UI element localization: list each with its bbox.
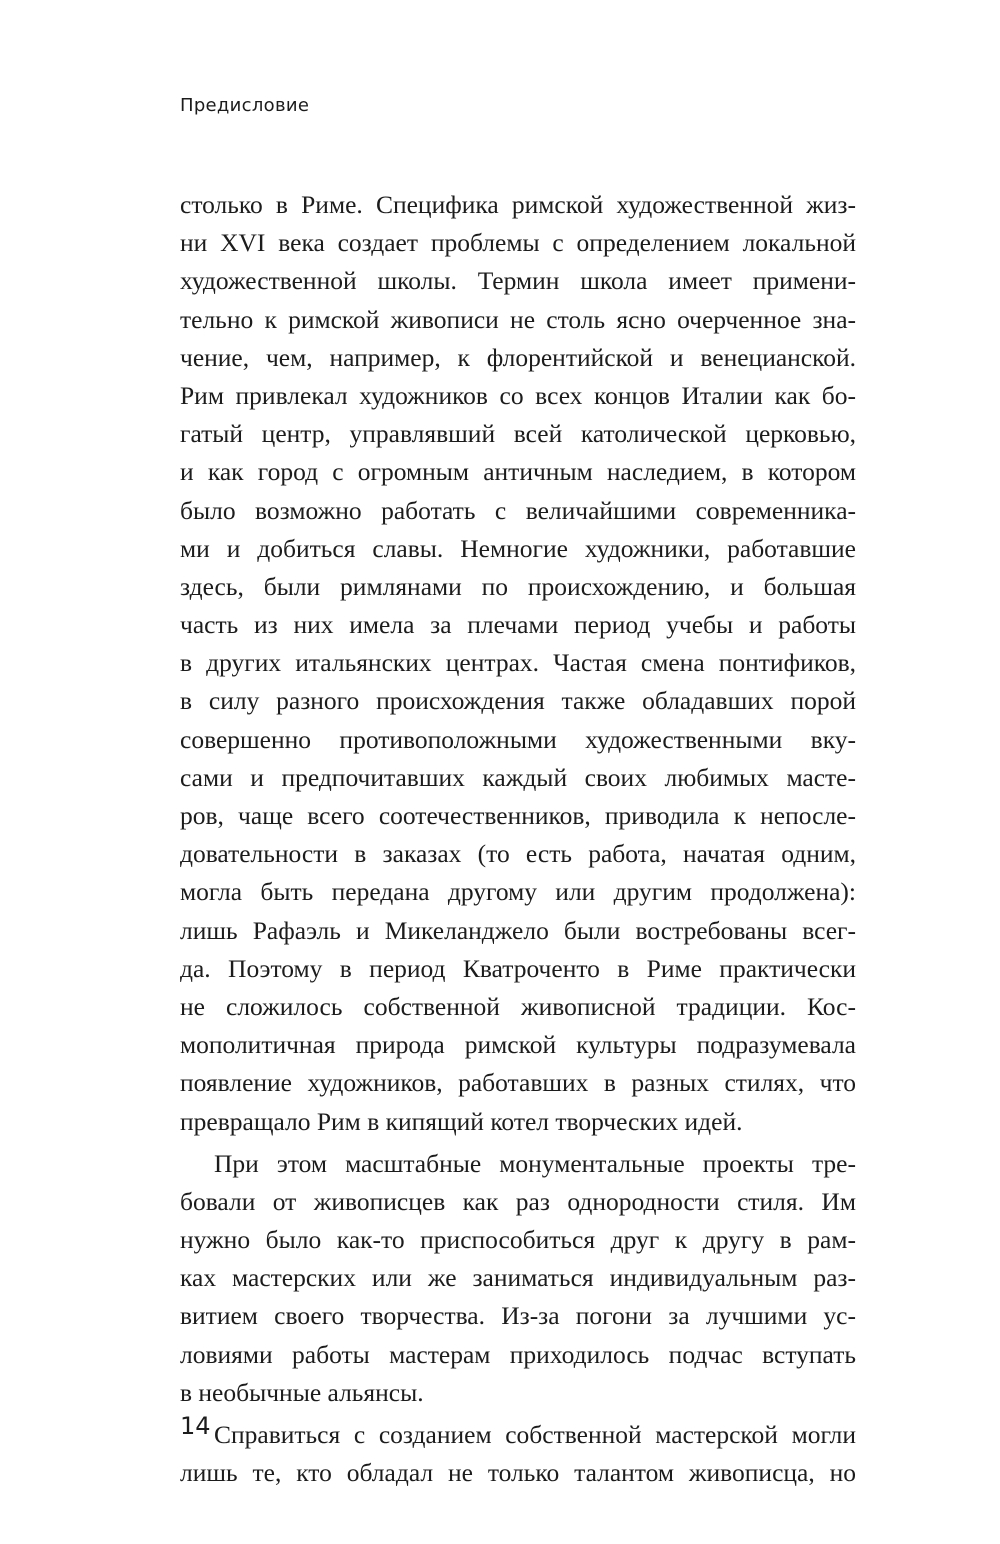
text-line: чение, чем, например, к флорентийской и венецианской. [180,342,856,372]
text-line: бовали от живописцев как раз однородности стиля. Им [180,1186,856,1216]
text-line: довательности в заказах (то есть работа, начатая одним, [180,839,856,869]
text-line: нужно было как-то приспособиться друг к другу в рам- [180,1225,856,1255]
paragraph-3 [180,1416,856,1492]
text-line: лишь те, кто обладал не только талантом живописца, но [180,1458,856,1488]
text-line: ках мастерских или же заниматься индивидуальным раз- [180,1263,856,1293]
text-line: Рим привлекал художников со всех концов Италии как бо- [180,380,856,410]
text-line: совершенно противоположными художественными вку- [180,724,856,754]
text-line: ловиями работы мастерам приходилось подчас вступать [180,1339,856,1369]
text-line: Справиться с созданием собственной мастерской могли [214,1420,856,1449]
page-number: 14 [180,1412,211,1440]
paragraph-1 [180,186,856,1141]
text-line: лишь Рафаэль и Микеланджело были востребованы всег- [180,915,856,945]
text-line: ни XVI века создает проблемы с определением локальной [180,228,856,258]
text-line: в силу разного происхождения также обладавших порой [180,686,856,716]
text-line: витием своего творчества. Из-за погони за лучшими ус- [180,1301,856,1331]
body-text [180,186,856,1492]
text-line: не сложилось собственной живописной традиции. Кос- [180,991,856,1021]
text-line: в необычные альянсы. [180,1377,424,1407]
text-line: При этом масштабные монументальные проекты тре- [214,1148,856,1178]
text-line: мополитичная природа римской культуры подразумевала [180,1030,856,1060]
text-line: да. Поэтому в период Кватроченто в Риме практически [180,953,856,983]
text-line: ми и добиться славы. Немногие художники, работавшие [180,533,856,563]
running-head: Предисловие [180,95,310,116]
text-line: ров, чаще всего соотечественников, приводила к непосле- [180,801,856,830]
text-line: и как город с огромным античным наследием, в котором [180,457,856,487]
text-line: превращало Рим в кипящий котел творческих идей. [180,1106,743,1136]
text-line: гатый центр, управлявший всей католической церковью, [180,419,856,449]
paragraph-2 [180,1145,856,1412]
text-line: здесь, были римлянами по происхождению, и большая [180,571,856,601]
text-line: могла быть передана другому или другим продолжена): [180,877,856,907]
text-line: в других итальянских центрах. Частая смена понтификов, [180,648,856,678]
text-line: столько в Риме. Специфика римской художественной жиз- [180,190,856,219]
text-line: появление художников, работавших в разных стилях, что [180,1068,856,1098]
text-line: художественной школы. Термин школа имеет примени- [180,266,856,296]
text-line: сами и предпочитавших каждый своих любимых масте- [180,762,856,792]
text-line: было возможно работать с величайшими современника- [180,495,856,525]
text-line: часть из них имела за плечами период учебы и работы [180,610,856,640]
text-line: тельно к римской живописи не столь ясно очерченное зна- [180,304,856,334]
